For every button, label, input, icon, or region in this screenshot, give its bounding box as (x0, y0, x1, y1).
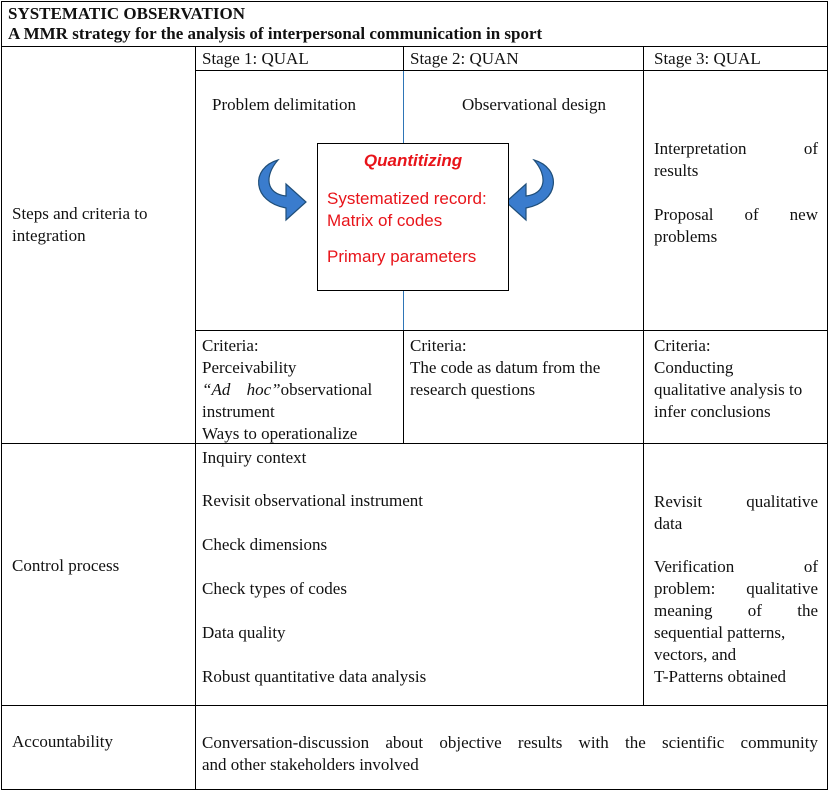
criteria-stage3-line3: infer conclusions (654, 402, 771, 421)
problem-delimitation: Problem delimitation (212, 95, 357, 114)
verification-line6: T-Patterns obtained (654, 667, 787, 686)
verification-line1: Verification of (654, 557, 818, 576)
control-item: Check dimensions (202, 535, 328, 554)
table-line-stage2 (643, 46, 644, 444)
verification-line5: vectors, and (654, 645, 737, 664)
accountability-line2: and other stakeholders involved (202, 755, 419, 774)
verification-line3: meaning of the (654, 601, 818, 620)
observational-design: Observational design (462, 95, 606, 114)
table-line-control-right (643, 443, 644, 706)
systematized-record-line2: Matrix of codes (327, 211, 443, 230)
systematized-record-line1: Systematized record: (327, 189, 487, 208)
table-line-stage1-top (403, 46, 404, 71)
criteria-stage1-adhoc (202, 379, 396, 401)
table-border-bottom (1, 789, 828, 790)
row-label-steps-line1: Steps and criteria to (12, 204, 148, 223)
table-line-header (1, 46, 828, 47)
criteria-stage3-line1: Conducting (654, 358, 734, 377)
table-line-control-bottom (1, 705, 828, 706)
row-label-accountability: Accountability (12, 732, 114, 751)
verification-line2: problem: qualitative (654, 579, 818, 598)
stage3-header: Stage 3: QUAL (654, 49, 761, 68)
primary-parameters: Primary parameters (327, 247, 477, 266)
criteria-stage2-line1: The code as datum from the (410, 358, 601, 377)
table-title: SYSTEMATIC OBSERVATION (8, 4, 245, 23)
quantitizing-box (317, 143, 509, 291)
control-item: Robust quantitative data analysis (202, 667, 427, 686)
control-item: Data quality (202, 623, 286, 642)
right-curved-arrow-icon (506, 160, 553, 220)
criteria-stage2-line2: research questions (410, 380, 536, 399)
control-item: Revisit observational instrument (202, 491, 423, 510)
criteria-stage3-line2: qualitative analysis to (654, 380, 803, 399)
table-line-stage-header (195, 70, 828, 71)
control-revisit-line2: data (654, 514, 683, 533)
table-line-criteria (195, 330, 828, 331)
control-item: Check types of codes (202, 579, 347, 598)
table-subtitle: A MMR strategy for the analysis of interpersonal communication in sport (8, 24, 543, 43)
table-line-label-col (195, 46, 196, 789)
criteria-stage1-line1: Perceivability (202, 358, 297, 377)
interpretation-line2: results (654, 161, 699, 180)
criteria-stage1-adhoc-italic: “Ad hoc” (202, 380, 281, 399)
table-border-left (1, 1, 2, 790)
table-line-stage1-criteria (403, 330, 404, 444)
table-border-top (1, 1, 828, 2)
interpretation-line1: Interpretation of (654, 139, 818, 158)
table-line-steps-bottom (1, 443, 828, 444)
control-revisit-line1: Revisit qualitative (654, 492, 818, 511)
left-curved-arrow-icon (259, 160, 306, 220)
criteria-stage1-label: Criteria: (202, 336, 259, 355)
proposal-line2: problems (654, 227, 718, 246)
criteria-stage1-adhoc-rest: observational (280, 380, 373, 399)
criteria-stage1-line4: Ways to operationalize (202, 424, 358, 443)
row-label-steps-line2: integration (12, 226, 86, 245)
verification-line4: sequential patterns, (654, 623, 786, 642)
stage2-header: Stage 2: QUAN (410, 49, 519, 68)
row-label-control: Control process (12, 556, 120, 575)
proposal-line1: Proposal of new (654, 205, 818, 224)
table-border-right (827, 1, 828, 790)
criteria-stage3-label: Criteria: (654, 336, 711, 355)
criteria-stage1-line3: instrument (202, 402, 275, 421)
control-item: Inquiry context (202, 448, 307, 467)
criteria-stage2-label: Criteria: (410, 336, 467, 355)
stage1-header: Stage 1: QUAL (202, 49, 309, 68)
accountability-line1: Conversation-discussion about objective results with the scientific community (202, 733, 818, 752)
quantitizing-title: Quantitizing (363, 151, 463, 170)
